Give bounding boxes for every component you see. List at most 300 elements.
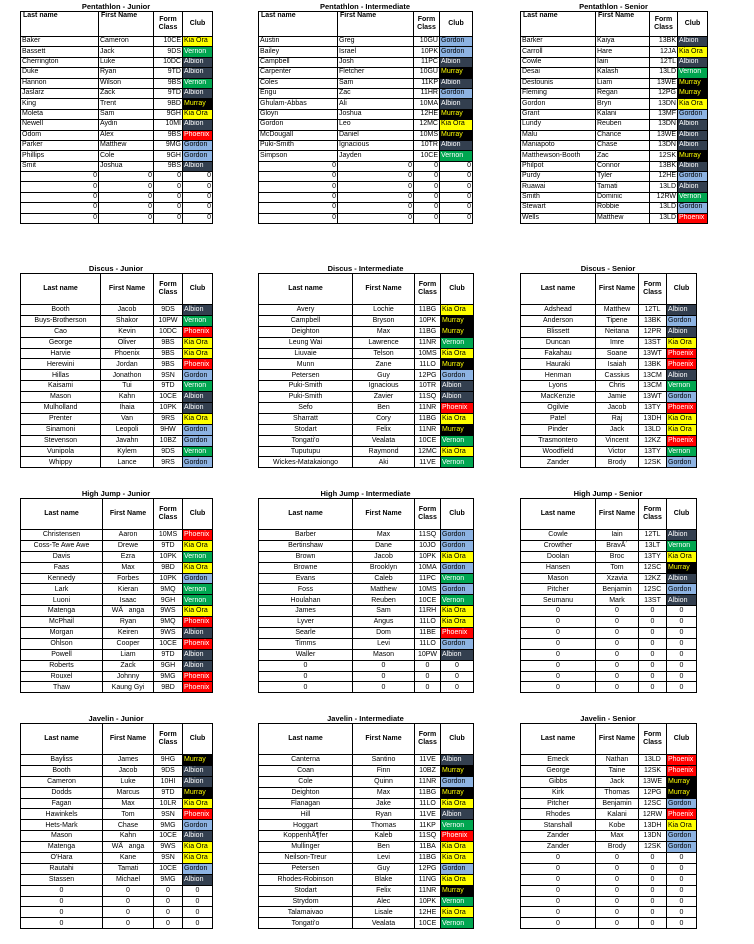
form-class-cell: 0 (414, 172, 440, 182)
table-row (259, 182, 473, 192)
last-name-cell: Engu (259, 88, 338, 98)
form-class-cell: 0 (415, 682, 441, 693)
first-name-cell: Tom (596, 562, 639, 573)
first-name-cell: Soane (596, 348, 639, 359)
block-title: Pentathlon - Junior (81, 2, 151, 11)
club-cell: Albion (183, 57, 213, 67)
table-row (259, 595, 474, 606)
last-name-cell: Emeck (521, 755, 596, 766)
table-row (521, 874, 697, 885)
last-name-cell: 0 (521, 896, 596, 907)
first-name-cell: 0 (596, 606, 639, 617)
table-row (521, 530, 697, 541)
form-class-cell: 10GU (414, 37, 440, 47)
first-name-cell: Caleb (353, 573, 415, 584)
first-name-header: First Name (338, 12, 414, 37)
club-cell: Gordon (441, 584, 474, 595)
first-name-cell: 0 (338, 203, 414, 213)
club-cell: Albion (183, 874, 213, 885)
form-class-cell: 12PG (650, 88, 678, 98)
table-row (21, 337, 213, 348)
table-row (259, 68, 473, 78)
table-row (259, 842, 474, 853)
club-cell: Albion (183, 88, 213, 98)
last-name-cell: MacKenzie (521, 392, 596, 403)
last-name-cell: Carroll (521, 47, 596, 57)
block-title: Discus - Senior (580, 264, 636, 273)
first-name-cell: Drewe (103, 540, 154, 551)
entries-table (258, 273, 474, 468)
last-name-cell: Moleta (21, 109, 99, 119)
last-name-cell: Odom (21, 130, 99, 140)
last-name-cell: 0 (21, 213, 99, 223)
last-name-cell: Liuvaie (259, 348, 353, 359)
table-row (259, 130, 473, 140)
table-row (521, 130, 708, 140)
first-name-cell: Josh (338, 57, 414, 67)
form-class-cell: 13LD (639, 755, 667, 766)
club-cell: Albion (441, 755, 474, 766)
club-cell: 0 (183, 203, 213, 213)
first-name-cell: Kane (103, 853, 154, 864)
first-name-cell: Mark (596, 595, 639, 606)
table-row (259, 213, 473, 223)
form-class-cell: 13CM (639, 381, 667, 392)
last-name-cell: Puki-Smith (259, 381, 353, 392)
form-class-cell: 9BS (154, 359, 183, 370)
last-name-cell: Ohlson (21, 638, 103, 649)
club-cell: Phoenix (678, 213, 708, 223)
club-cell: Albion (667, 573, 697, 584)
table-row (521, 99, 708, 109)
last-name-cell: Mason (21, 831, 103, 842)
first-name-cell: Chance (596, 130, 650, 140)
last-name-cell: Christensen (21, 530, 103, 541)
club-cell: Vernon (667, 540, 697, 551)
last-name-cell: Timms (259, 638, 353, 649)
club-cell: Kia Ora (441, 874, 474, 885)
club-cell: Murray (667, 776, 697, 787)
form-class-cell: 9TD (154, 649, 183, 660)
table-row (21, 120, 213, 130)
form-class-cell: 12PG (639, 787, 667, 798)
last-name-cell: Lark (21, 584, 103, 595)
entries-table (520, 498, 697, 693)
first-name-header: First Name (353, 274, 415, 305)
last-name-cell: O'Hara (21, 853, 103, 864)
form-class-cell: 12TL (650, 57, 678, 67)
club-cell: Albion (441, 809, 474, 820)
table-row (259, 446, 474, 457)
club-cell: Gordon (441, 530, 474, 541)
first-name-cell: Zack (103, 660, 154, 671)
form-class-cell: 13CM (639, 370, 667, 381)
first-name-header: First Name (99, 12, 154, 37)
last-name-cell: Waller (259, 649, 353, 660)
entries-table (258, 723, 474, 929)
last-name-cell: Avery (259, 305, 353, 316)
first-name-cell: Bryn (596, 99, 650, 109)
club-cell: Kia Ora (440, 120, 473, 130)
form-class-header: Form Class (639, 499, 667, 530)
club-cell: Murray (440, 109, 473, 119)
table-row (521, 359, 697, 370)
club-cell: Kia Ora (183, 853, 213, 864)
first-name-cell: Angus (353, 617, 415, 628)
club-header: Club (183, 12, 213, 37)
form-class-cell: 13BK (650, 37, 678, 47)
club-cell: Gordon (441, 370, 474, 381)
first-name-cell: Max (596, 831, 639, 842)
last-name-cell: Prenter (21, 413, 101, 424)
table-row (521, 337, 697, 348)
first-name-cell: Broc (596, 551, 639, 562)
first-name-cell: Chris (596, 381, 639, 392)
form-class-cell: 12SC (639, 562, 667, 573)
form-class-cell: 10BZ (154, 435, 183, 446)
form-class-cell: 0 (154, 885, 183, 896)
club-cell: 0 (667, 628, 697, 639)
last-name-cell: 0 (21, 172, 99, 182)
last-name-cell: 0 (21, 192, 99, 202)
club-cell: Kia Ora (183, 37, 213, 47)
form-class-cell: 11BG (415, 413, 441, 424)
form-class-cell: 12SC (639, 798, 667, 809)
first-name-cell: Lochie (353, 305, 415, 316)
first-name-cell: Alec (353, 896, 415, 907)
table-row (21, 551, 213, 562)
table-row (259, 326, 474, 337)
table-row (521, 392, 697, 403)
table-row (259, 109, 473, 119)
form-class-cell: 11NR (415, 403, 441, 414)
club-cell: Phoenix (667, 765, 697, 776)
last-name-cell: Rhodes (521, 809, 596, 820)
table-row (521, 606, 697, 617)
block-title: Pentathlon - Intermediate (319, 2, 410, 11)
table-row (521, 37, 708, 47)
last-name-cell: Cameron (21, 776, 103, 787)
block-title: Javelin - Senior (580, 714, 636, 723)
last-name-cell: Carpenter (259, 68, 338, 78)
last-name-cell: Fakahau (521, 348, 596, 359)
first-name-cell: Kevin (101, 326, 154, 337)
club-cell: Phoenix (667, 435, 697, 446)
form-class-cell: 9BS (154, 130, 183, 140)
form-class-cell: 9GH (154, 151, 183, 161)
form-class-cell: 10TR (415, 381, 441, 392)
first-name-cell: Robbie (596, 203, 650, 213)
header-row (259, 499, 474, 530)
form-class-cell: 11LO (415, 359, 441, 370)
form-class-cell: 9MG (154, 140, 183, 150)
table-row (21, 446, 213, 457)
table-row (521, 315, 697, 326)
table-row (521, 649, 697, 660)
club-cell: Kia Ora (667, 820, 697, 831)
last-name-cell: Cowle (521, 530, 596, 541)
club-cell: Kia Ora (441, 413, 474, 424)
first-name-cell: Ignacious (353, 381, 415, 392)
first-name-cell: Kobe (596, 820, 639, 831)
club-cell: Gordon (441, 776, 474, 787)
first-name-cell: Ryan (99, 68, 154, 78)
last-name-cell: Stodart (259, 424, 353, 435)
club-cell: Albion (183, 649, 213, 660)
table-row (521, 863, 697, 874)
club-header: Club (440, 12, 473, 37)
form-class-cell: 12MC (415, 446, 441, 457)
form-class-cell: 10MS (154, 530, 183, 541)
last-name-cell: McPhail (21, 617, 103, 628)
last-name-header: Last name (259, 499, 353, 530)
last-name-cell: Pinder (521, 424, 596, 435)
first-name-cell: Cassius (596, 370, 639, 381)
last-name-cell: 0 (259, 660, 353, 671)
first-name-cell: Zane (353, 359, 415, 370)
first-name-cell: 0 (99, 182, 154, 192)
table-row (21, 831, 213, 842)
last-name-cell: Harvie (21, 348, 101, 359)
last-name-cell: Gibbs (521, 776, 596, 787)
table-row (259, 628, 474, 639)
table-row (21, 842, 213, 853)
club-cell: Phoenix (183, 326, 213, 337)
first-name-cell: Vealata (353, 918, 415, 929)
last-name-cell: Thaw (21, 682, 103, 693)
last-name-cell: Lyons (521, 381, 596, 392)
entries-table (258, 11, 473, 224)
last-name-header: Last name (21, 12, 99, 37)
club-cell: Kia Ora (183, 109, 213, 119)
table-row (21, 787, 213, 798)
club-cell: Murray (441, 315, 474, 326)
form-class-cell: 0 (639, 649, 667, 660)
club-cell: Gordon (667, 392, 697, 403)
club-cell: 0 (667, 885, 697, 896)
block-title: Pentathlon - Senior (579, 2, 648, 11)
club-header: Club (441, 499, 474, 530)
entries-table (520, 273, 697, 468)
club-cell: Albion (440, 78, 473, 88)
last-name-cell: 0 (521, 863, 596, 874)
form-class-cell: 9TD (154, 787, 183, 798)
club-header: Club (667, 274, 697, 305)
table-row (21, 424, 213, 435)
last-name-cell: Gloyn (259, 109, 338, 119)
club-cell: Gordon (183, 424, 213, 435)
entries-table (20, 498, 213, 693)
club-cell: Vernon (183, 381, 213, 392)
form-class-cell: 0 (154, 907, 183, 918)
table-row (21, 392, 213, 403)
club-cell: 0 (667, 606, 697, 617)
table-row (259, 457, 474, 468)
table-row (21, 68, 213, 78)
form-class-cell: 10BZ (415, 765, 441, 776)
last-name-cell: George (521, 765, 596, 776)
first-name-cell: Connor (596, 161, 650, 171)
club-cell: Murray (441, 787, 474, 798)
first-name-cell: Greg (338, 37, 414, 47)
table-row (21, 649, 213, 660)
last-name-cell: Rouxel (21, 671, 103, 682)
last-name-cell: Morgan (21, 628, 103, 639)
table-row (21, 182, 213, 192)
table-row (521, 348, 697, 359)
last-name-cell: Campbell (259, 315, 353, 326)
form-class-header: Form Class (414, 12, 440, 37)
form-class-cell: 10CE (414, 151, 440, 161)
first-name-cell: 0 (99, 203, 154, 213)
table-row (521, 182, 708, 192)
form-class-cell: 9BS (154, 78, 183, 88)
first-name-cell: Van (101, 413, 154, 424)
club-cell: 0 (667, 896, 697, 907)
club-cell: Vernon (183, 595, 213, 606)
table-row (521, 78, 708, 88)
table-row (521, 896, 697, 907)
first-name-cell: Jacob (101, 305, 154, 316)
table-row (259, 649, 474, 660)
club-cell: 0 (667, 874, 697, 885)
first-name-cell: Xzavia (596, 573, 639, 584)
first-name-cell: Telson (353, 348, 415, 359)
form-class-cell: 0 (639, 671, 667, 682)
club-cell: Murray (183, 99, 213, 109)
club-cell: Gordon (441, 638, 474, 649)
form-class-cell: 11BA (415, 842, 441, 853)
first-name-cell: Shakor (101, 315, 154, 326)
last-name-cell: Tongati'o (259, 918, 353, 929)
table-row (259, 776, 474, 787)
table-row (21, 863, 213, 874)
table-row (521, 446, 697, 457)
form-class-cell: 13WE (650, 78, 678, 88)
club-cell: 0 (667, 660, 697, 671)
last-name-cell: Purdy (521, 172, 596, 182)
table-row (259, 99, 473, 109)
block-title: Javelin - Intermediate (327, 714, 404, 723)
first-name-cell: Keiren (103, 628, 154, 639)
last-name-cell: 0 (521, 885, 596, 896)
last-name-cell: Whippy (21, 457, 101, 468)
table-row (21, 381, 213, 392)
table-row (521, 776, 697, 787)
table-row (21, 130, 213, 140)
table-row (21, 617, 213, 628)
first-name-cell: Luke (103, 776, 154, 787)
first-name-cell: Jack (596, 424, 639, 435)
first-name-cell: Zavier (353, 392, 415, 403)
club-cell: Vernon (667, 446, 697, 457)
club-cell: 0 (441, 682, 474, 693)
form-class-cell: 0 (639, 638, 667, 649)
table-row (21, 682, 213, 693)
form-class-cell: 9HW (154, 424, 183, 435)
last-name-cell: Hannon (21, 78, 99, 88)
form-class-cell: 0 (414, 213, 440, 223)
table-row (521, 203, 708, 213)
first-name-cell: Isaiah (596, 359, 639, 370)
table-row (21, 874, 213, 885)
club-cell: Murray (440, 130, 473, 140)
last-name-cell: Mullinger (259, 842, 353, 853)
form-class-cell: 9MG (154, 820, 183, 831)
first-name-cell: Neitana (596, 326, 639, 337)
table-row (521, 638, 697, 649)
first-name-cell: Cooper (103, 638, 154, 649)
table-row (259, 617, 474, 628)
last-name-cell: Vunipola (21, 446, 101, 457)
entries-table (520, 11, 708, 224)
table-row (521, 120, 708, 130)
last-name-cell: Petersen (259, 370, 353, 381)
last-name-cell: Adshead (521, 305, 596, 316)
first-name-cell: Jordan (101, 359, 154, 370)
first-name-cell: WÄanga (103, 606, 154, 617)
last-name-cell: Fagan (21, 798, 103, 809)
table-row (259, 435, 474, 446)
first-name-cell: Ezra (103, 551, 154, 562)
table-row (21, 370, 213, 381)
form-class-cell: 9MQ (154, 584, 183, 595)
form-class-cell: 0 (414, 182, 440, 192)
form-class-header: Form Class (639, 274, 667, 305)
club-cell: 0 (183, 885, 213, 896)
table-row (521, 885, 697, 896)
club-cell: Gordon (183, 140, 213, 150)
entries-table (20, 723, 213, 929)
club-cell: Phoenix (183, 638, 213, 649)
first-name-cell: Jonathon (101, 370, 154, 381)
form-class-cell: 0 (414, 192, 440, 202)
club-cell: Murray (678, 151, 708, 161)
last-name-cell: 0 (521, 649, 596, 660)
table-row (21, 435, 213, 446)
table-row (259, 530, 474, 541)
last-name-cell: Dodds (21, 787, 103, 798)
club-cell: Gordon (183, 863, 213, 874)
last-name-cell: Bailey (259, 47, 338, 57)
club-cell: 0 (183, 918, 213, 929)
table-row (521, 57, 708, 67)
first-name-cell: Thomas (596, 787, 639, 798)
block-title: Javelin - Junior (88, 714, 144, 723)
first-name-cell: 0 (353, 671, 415, 682)
table-row (521, 562, 697, 573)
last-name-cell: 0 (21, 885, 103, 896)
form-class-cell: 0 (639, 896, 667, 907)
last-name-cell: Simpson (259, 151, 338, 161)
club-cell: Albion (667, 326, 697, 337)
form-class-cell: 13LD (650, 68, 678, 78)
form-class-cell: 11LO (415, 617, 441, 628)
form-class-cell: 11KP (414, 78, 440, 88)
table-row (21, 671, 213, 682)
table-row (521, 671, 697, 682)
club-cell: Vernon (183, 315, 213, 326)
form-class-cell: 12SK (650, 151, 678, 161)
form-class-cell: 10HI (154, 776, 183, 787)
first-name-cell: Brody (596, 457, 639, 468)
first-name-cell: Tamati (596, 182, 650, 192)
last-name-cell: Mason (521, 573, 596, 584)
last-name-cell: 0 (259, 203, 338, 213)
last-name-cell: Smith (521, 192, 596, 202)
club-cell: 0 (667, 638, 697, 649)
form-class-cell: 9RS (154, 457, 183, 468)
